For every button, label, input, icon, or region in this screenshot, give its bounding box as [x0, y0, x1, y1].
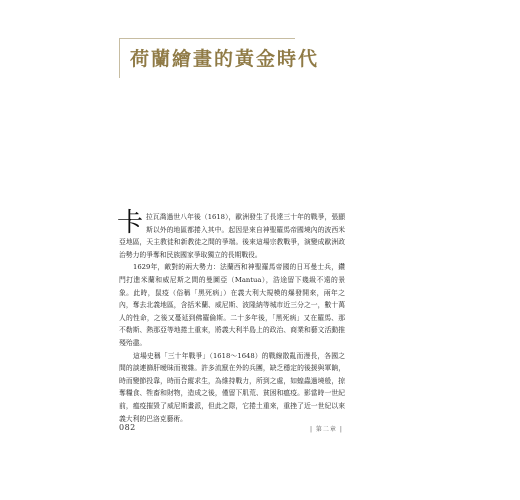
title-top-rule	[119, 38, 295, 39]
paragraph: 這場史稱「三十年戰爭」（1618～1648）的戰線散亂而漫長，各國之間的談連篩肝曖昧而複雜。許多流竄在外的兵團，缺乏穩定的後援與軍餉，時而變節投靠，時而合縱求生，為維持戰力，所到之處，如蝗蟲過境般，掠奪糧食、牲畜和財物，造成之後，僅留下肌荒、貧困和瘟疫。影當時一世紀前，瘟疫摧毀了威尼斯畫派，但此之際，它捲土重來，重挫了近一世紀以來義大利的巴洛克藝術。	[119, 351, 345, 423]
paragraph-text: 拉瓦喬過世八年後（1618），歐洲發生了長達三十年的戰爭，張顯斯以外的地區都捲入其中。起因是來自神聖羅馬帝國境內的波西米亞地區，天主教徒和新教徒之間的爭端。後來這場宗教戰爭，演變成歐洲政治勢力的爭奪和民族國家爭取獨立的長期戰役。	[119, 213, 345, 259]
page-number: 082	[119, 423, 136, 432]
dropcap: 卡	[117, 208, 144, 238]
paragraph	[117, 208, 345, 261]
body-text	[117, 208, 345, 425]
chapter-footer-label: | 第二章 |	[310, 426, 343, 433]
title-left-rule	[119, 38, 120, 78]
paragraph: 1629年，敵對的兩大勢力：法蘭西和神聖羅馬帝國的日耳曼士兵，鑽門打進米蘭和威尼斯之間的曼圖亞（Mantua），浩途留下幾級不遠的景象。此時，鼠疫（俗稱「黑死病」）在義大利大規模的爆發開來，兩年之內，奪去北義地區，含括米蘭、威尼斯、波隆納等城市近三分之一，數十萬人的性命，之後又蔓延到佛羅倫斯。二十多年後，「黑死病」又在羅馬、那不勒斯、熱那亞等地捲土重來，將義大利半島上的政治、商業和藝文活動推殘殆盡。	[119, 263, 345, 347]
chapter-title: 荷蘭繪畫的黃金時代	[130, 48, 320, 70]
